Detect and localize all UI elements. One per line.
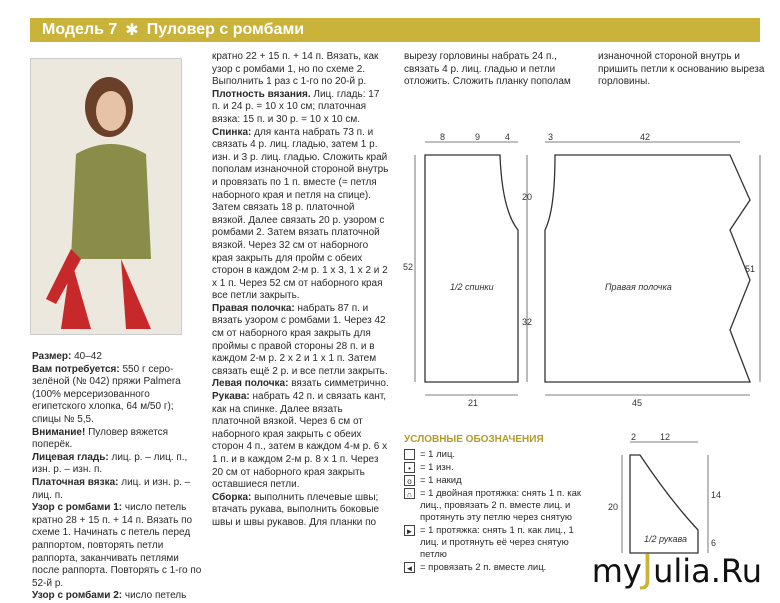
- legend-item: [404, 475, 594, 487]
- dim-s6: 6: [711, 538, 717, 548]
- legend-text: = 1 накид: [420, 475, 462, 486]
- model-photo: [30, 58, 182, 335]
- front-label: Правая полочка: [605, 282, 672, 292]
- wm-a: my: [591, 552, 642, 590]
- paragraph-heading: Узор с ромбами 1:: [32, 502, 123, 514]
- legend-symbol-icon: ►: [405, 527, 414, 536]
- paragraph: [212, 89, 390, 127]
- paragraph-heading: Размер:: [32, 351, 72, 362]
- legend: [404, 434, 594, 575]
- legend-text: = 1 двойная протяжка: снять 1 п. как лиц., провязать 2 п. вместе лиц. и протянуть эту петлю через снятую: [420, 488, 582, 523]
- paragraph-text: Лиц. гладь: 17 п. и 24 р. = 10 х 10 см; платочная вязка: 15 п. и 30 р. = 10 х 10 см.: [212, 88, 380, 125]
- paragraph: [32, 590, 202, 603]
- legend-item: [404, 449, 594, 461]
- paragraph: [32, 364, 202, 427]
- dim-b9: 9: [475, 132, 481, 142]
- dim-s12: 12: [660, 432, 671, 442]
- paragraph-heading: Плотность вязания.: [212, 88, 311, 100]
- text-column-2: [212, 51, 390, 530]
- legend-text: = 1 протяжка: снять 1 п. как лиц., 1 лиц. и протянуть её через снятую петлю: [420, 525, 574, 560]
- paragraph: [32, 351, 202, 364]
- wm-b: J: [641, 547, 654, 591]
- text-column-1: [32, 351, 202, 603]
- title-bar: [30, 18, 760, 42]
- dim-s2: 2: [631, 432, 637, 442]
- legend-text: = провязать 2 п. вместе лиц.: [420, 562, 547, 573]
- site-watermark: [592, 547, 762, 591]
- paragraph-text: лиц. р. – лиц. п., изн. р. – изн. п.: [32, 451, 188, 476]
- back-label: 1/2 спинки: [450, 282, 494, 292]
- paragraph: [32, 427, 202, 452]
- paragraph-heading: Внимание!: [32, 426, 86, 438]
- legend-symbol-icon: ∩: [404, 488, 415, 499]
- paragraph-heading: Рукава:: [212, 391, 250, 403]
- paragraph: [212, 51, 390, 89]
- paragraph-text: Пуловер вяжется поперёк.: [32, 426, 169, 451]
- paragraph-text: 550 г серо-зелёной (№ 042) пряжи Palmera (100% мерсеризованного египетского хлопка, 64 м/50 г); спицы № 5,5.: [32, 363, 181, 425]
- paragraph-text: набрать 42 п. и связать кант, как на спинке. Далее вязать платочной вязкой. Через 6 см от наборного края закрыть с обеих сторон 4 п., затем в каждом 4-м р. 6 х 1 п. и в каждом 2-м р. 8 х 1 п. Через 20 см от наборного края закрыть оставшиеся петли.: [212, 391, 388, 491]
- paragraph: [212, 492, 390, 530]
- dim-b52: 52: [403, 262, 414, 272]
- col3-text: вырезу горловины набрать 24 п., связать 4 р. лиц. гладью и петли отложить. Сложить планку пополам: [404, 51, 571, 88]
- legend-item: [404, 525, 594, 561]
- paragraph-heading: Платочная вязка:: [32, 476, 119, 488]
- model-number: Модель 7: [42, 21, 118, 38]
- paragraph-text: для канта набрать 73 п. и связать 4 р. лиц. гладью, затем 1 р. изн. и 3 р. лиц. гладью. Сложить край пополам изнаночной стороной внутрь и провязать по 1 п. вместе (= петля наборного края и петля на спице). Затем связать 18 р. платочной вязкой. Далее связать 20 р. узором с ромбами 2. Затем вязать платочной вязкой. Через 32 см от наборного края закрыть для пройм с обеих сторон в каждом 2-м р. 1 х 3, 1 х 2 и 2 х 1 п. Через 52 см от наборного края все петли закрыть.: [212, 126, 389, 302]
- legend-symbol-icon: ◄: [405, 564, 414, 573]
- legend-item: [404, 488, 594, 524]
- paragraph-text: лиц. и изн. р. – лиц. п.: [32, 476, 191, 501]
- paragraph: [32, 502, 202, 590]
- legend-symbol-icon: o: [404, 475, 415, 486]
- legend-symbol-icon: •: [404, 462, 415, 473]
- text-column-3: [404, 51, 584, 89]
- legend-symbol-icon: [404, 449, 415, 460]
- dim-b21: 21: [468, 398, 479, 408]
- paragraph-text: вязать симметрично.: [288, 378, 389, 390]
- dim-f3: 3: [548, 132, 554, 142]
- paragraph-heading: Лицевая гладь:: [32, 451, 109, 463]
- dim-b20: 20: [522, 192, 533, 202]
- paragraph-text: число петель: [122, 590, 187, 602]
- paragraph-heading: Спинка:: [212, 126, 252, 138]
- paragraph-text: 40–42: [71, 351, 102, 362]
- legend-text: = 1 изн.: [420, 462, 454, 473]
- paragraph: [212, 127, 390, 303]
- paragraph: [32, 477, 202, 502]
- paragraph-text: кратно 22 + 15 п. + 14 п. Вязать, как узор с ромбами 1, но по схеме 2. Выполнить 1 раз с 1-го по 20-й р.: [212, 51, 379, 88]
- legend-text: = 1 лиц.: [420, 449, 456, 460]
- dim-b32: 32: [522, 317, 533, 327]
- paragraph: [212, 378, 390, 391]
- paragraph-text: набрать 87 п. и вязать узором с ромбами 1. Через 42 см от наборного края закрыть для проймы с правой стороны 28 п. и в каждом 2-м р. 2 х 2 и 1 х 1 п. Затем связать ещё 2 р. и все петли закрыть.: [212, 302, 388, 377]
- text-column-4: [598, 51, 770, 89]
- dim-s20: 20: [608, 502, 619, 512]
- dim-b4: 4: [505, 132, 511, 142]
- legend-item: [404, 562, 594, 574]
- dim-b8: 8: [440, 132, 446, 142]
- paragraph-heading: Правая полочка:: [212, 302, 295, 314]
- paragraph-heading: Левая полочка:: [212, 378, 289, 390]
- paragraph-heading: Сборка:: [212, 491, 252, 503]
- dim-s14: 14: [711, 490, 722, 500]
- paragraph: [212, 303, 390, 379]
- page-title: Пуловер с ромбами: [146, 21, 305, 38]
- paragraph: [212, 391, 390, 492]
- legend-item: [404, 462, 594, 474]
- dim-f51: 51: [745, 264, 756, 274]
- legend-title: УСЛОВНЫЕ ОБОЗНАЧЕНИЯ: [404, 434, 544, 445]
- star-icon: ✱: [125, 22, 139, 39]
- pattern-diagram: [400, 130, 770, 430]
- dim-f45: 45: [632, 398, 643, 408]
- paragraph-heading: Вам потребуется:: [32, 363, 120, 375]
- paragraph-text: выполнить плечевые швы; втачать рукава, выполнить боковые швы и швы рукавов. Для планки по: [212, 491, 380, 528]
- paragraph-heading: Узор с ромбами 2:: [32, 590, 123, 602]
- dim-f42: 42: [640, 132, 651, 142]
- paragraph: [32, 452, 202, 477]
- wm-d: .Ru: [710, 552, 762, 590]
- col4-text: изнаночной стороной внутрь и пришить петли к основанию выреза горловины.: [598, 51, 765, 88]
- sleeve-label: 1/2 рукава: [644, 534, 687, 544]
- paragraph-text: число петель кратно 28 + 15 п. + 14 п. Вязать по схеме 1. Начинать с петель перед раппортом, повторять петли раппорта, заканчивать петлями после раппорта. Повторять с 1-го по 52-й р.: [32, 502, 202, 589]
- wm-c: ulia: [653, 552, 711, 590]
